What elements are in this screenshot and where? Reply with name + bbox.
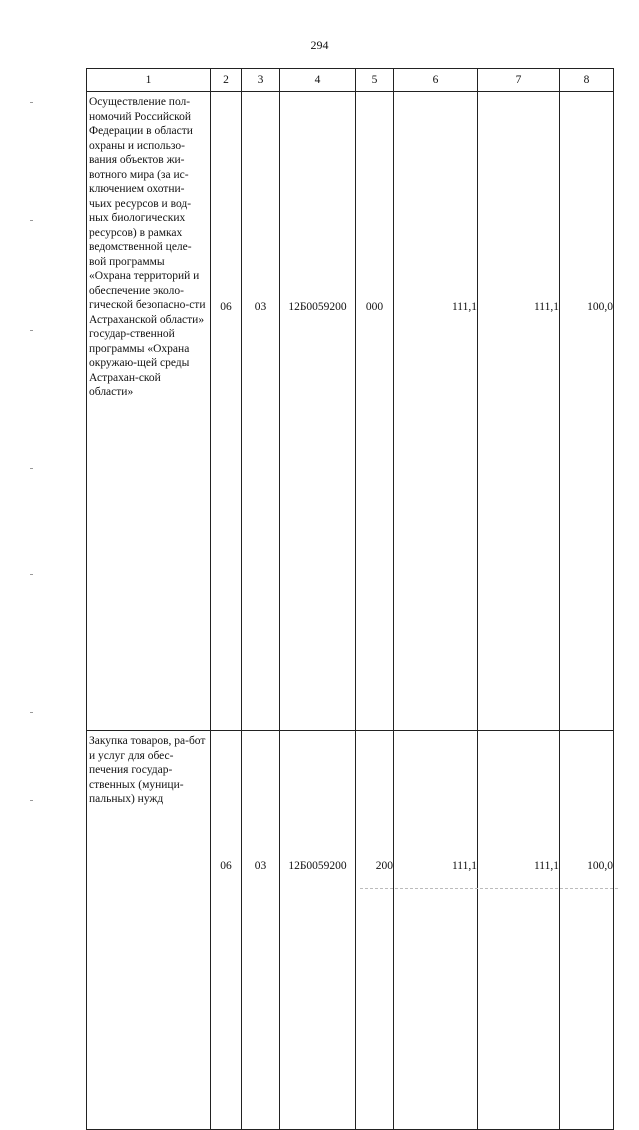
header-col-3: 3	[242, 69, 280, 92]
header-col-1: 1	[87, 69, 211, 92]
header-row	[87, 69, 614, 92]
row-col8-amount: 100,0	[560, 731, 614, 1130]
margin-mark	[30, 330, 33, 331]
row-target-article: 12Б0059200	[280, 731, 356, 1130]
margin-mark	[30, 574, 33, 575]
margin-mark	[30, 102, 33, 103]
margin-mark	[30, 468, 33, 469]
row-col6-amount: 111,1	[394, 731, 478, 1130]
row-expense-type: 000	[356, 92, 394, 731]
table-row	[87, 731, 614, 1130]
table-row	[87, 92, 614, 731]
header-col-6: 6	[394, 69, 478, 92]
header-col-5: 5	[356, 69, 394, 92]
budget-table	[86, 68, 614, 1130]
row-subsection: 03	[242, 731, 280, 1130]
row-col7-amount: 111,1	[478, 731, 560, 1130]
header-col-4: 4	[280, 69, 356, 92]
header-col-7: 7	[478, 69, 560, 92]
margin-mark	[30, 712, 33, 713]
row-subsection: 03	[242, 92, 280, 731]
row-target-article: 12Б0059200	[280, 92, 356, 731]
scan-artifact-line	[360, 888, 620, 889]
margin-mark	[30, 220, 33, 221]
header-col-2: 2	[211, 69, 242, 92]
row-col6-amount: 111,1	[394, 92, 478, 731]
row-col8-amount: 100,0	[560, 92, 614, 731]
row-section: 06	[211, 92, 242, 731]
page-number: 294	[310, 38, 329, 52]
row-description: Осуществление пол-номочий Российской Федерации в области охраны и использо-вания объектов жи-вотного мира (за ис-ключением охотни-чьих ресурсов и вод-ных биологических ресурсов) в рамках ведомственной целе-вой программы «Охрана территорий и обеспечение эколо-гической безопасно-сти Астраханской области» государ-ственной программы «Охрана окружаю-щей среды Астрахан-ской области»	[87, 92, 211, 731]
margin-mark	[30, 800, 33, 801]
row-expense-type: 200	[356, 731, 394, 1130]
row-description: Закупка товаров, ра-бот и услуг для обес-печения государ-ственных (муници-пальных) нужд	[87, 731, 211, 1130]
row-col7-amount: 111,1	[478, 92, 560, 731]
row-section: 06	[211, 731, 242, 1130]
header-col-8: 8	[560, 69, 614, 92]
